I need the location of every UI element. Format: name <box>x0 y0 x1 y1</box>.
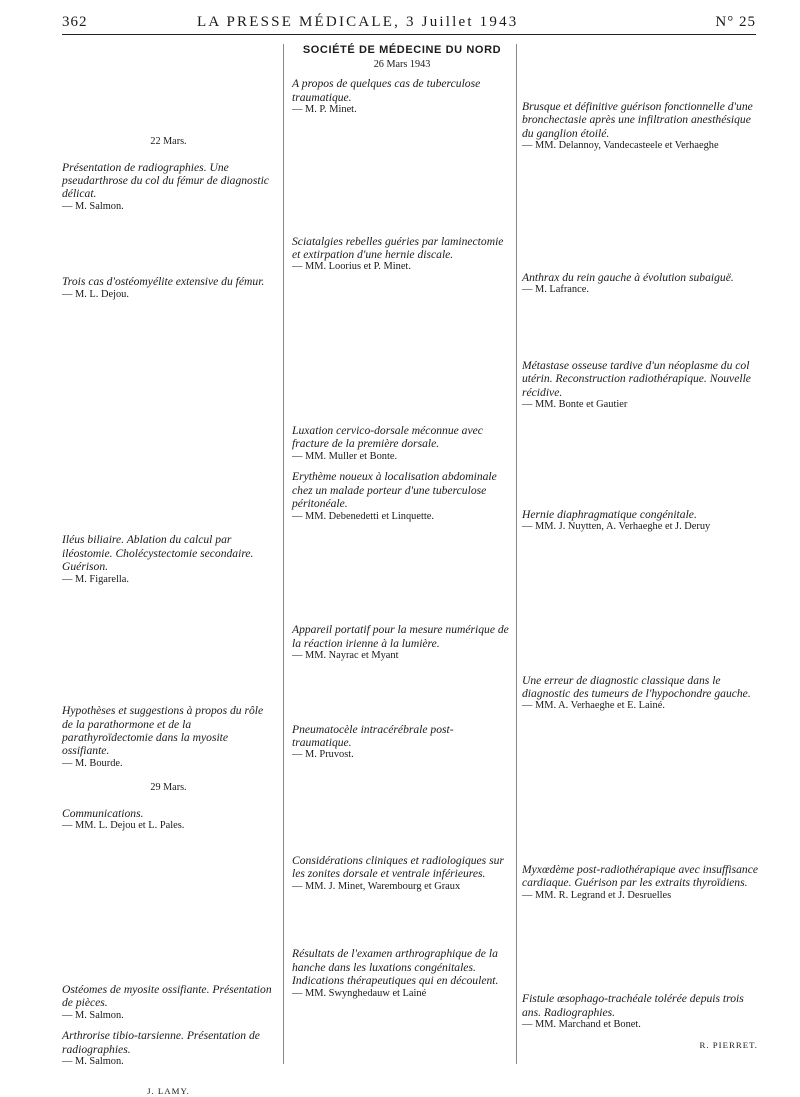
article-author: — MM. J. Nuytten, A. Verhaeghe et J. Deruy <box>522 521 711 533</box>
society-heading: SOCIÉTÉ DE MÉDECINE DU NORD <box>302 44 502 56</box>
article-author: — M. L. Dejou. <box>62 288 129 300</box>
article-title: Présentation de radiographies. Une pseudarthrose du col du fémur de diagnostic délicat. <box>62 160 269 201</box>
article-title: Hernie diaphragmatique congénitale. <box>522 507 697 521</box>
article-title: Brusque et définitive guérison fonctionnelle d'une bronchectasie après une infiltration anesthésique du ganglion étoilé. <box>522 100 753 140</box>
page-number: 362 <box>62 14 88 30</box>
article-author: — MM. Loorius et P. Minet. <box>292 261 411 273</box>
article-author: — MM. Muller et Bonte. <box>292 450 398 462</box>
article-title: Myxœdème post-radiothérapique avec insuffisance cardiaque. Guérison par les extraits thyroïdiens. <box>522 863 759 890</box>
article-author: — M. Salmon. <box>62 1009 124 1021</box>
column-1 <box>62 44 275 1097</box>
article-author: — M. Salmon. <box>62 1056 124 1068</box>
article-author: — MM. L. Dejou et L. Pales. <box>62 820 185 832</box>
page-header <box>62 12 756 34</box>
article-author: — M. P. Minet. <box>292 104 357 115</box>
article-author: — MM. Marchand et Bonet. <box>522 1019 641 1031</box>
article-author: — M. Salmon. <box>62 200 124 212</box>
article-author: — MM. Delannoy, Vandecasteele et Verhaeghe <box>522 140 719 152</box>
article-author: — M. Figarella. <box>62 573 129 585</box>
article-title: Trois cas d'ostéomyélite extensive du fémur. <box>62 275 265 289</box>
article-title: Considérations cliniques et radiologiques sur les zonites dorsale et ventrale inférieures. <box>292 854 504 881</box>
article-title: Une erreur de diagnostic classique dans le diagnostic des tumeurs de l'hypochondre gauche. <box>522 673 751 701</box>
article-title: Ostéomes de myosite ossifiante. Présentation de pièces. <box>62 983 272 1010</box>
article-author: — MM. A. Verhaeghe et E. Lainé. <box>522 700 665 712</box>
article-author: — M. Pruvost. <box>292 749 354 761</box>
article-author: — MM. Bonte et Gautier <box>522 399 628 411</box>
column-divider <box>516 44 517 1064</box>
article-author: — MM. Nayrac et Myant <box>292 650 399 662</box>
section-date: 22 Mars. <box>150 136 187 147</box>
article-author: — MM. Debenedetti et Linquette. <box>292 510 434 522</box>
article-author: — MM. J. Minet, Warembourg et Graux <box>292 880 461 892</box>
article-title: A propos de quelques cas de tuberculose traumatique. <box>292 77 481 104</box>
signature: J. LAMY. <box>147 1085 190 1096</box>
article-title: Appareil portatif pour la mesure numérique de la réaction irienne à la lumière. <box>292 623 509 650</box>
article-title: Fistule œsophago-trachéale tolérée depuis trois ans. Radiographies. <box>522 992 744 1019</box>
article-title: Communications. <box>62 807 144 821</box>
article-title: Résultats de l'examen arthrographique de la hanche dans les luxations congénitales. Indications thérapeutiques qui en découlent. <box>292 947 499 988</box>
article-title: Arthrorise tibio-tarsienne. Présentation de radiographies. <box>62 1029 260 1056</box>
article-title: Sciatalgies rebelles guéries par laminectomie et extirpation d'une hernie discale. <box>292 234 504 261</box>
article-author: — MM. R. Legrand et J. Desruelles <box>522 889 672 901</box>
issue-number: N° 25 <box>715 14 756 30</box>
article-title: Luxation cervico-dorsale méconnue avec fracture de la première dorsale. <box>292 424 483 451</box>
article-title: Erythème noueux à localisation abdominale chez un malade porteur d'une tuberculose péritonéale. <box>292 470 497 511</box>
article-author: — M. Lafrance. <box>522 284 589 296</box>
section-date: 29 Mars. <box>150 782 187 794</box>
article-author: — M. Bourde. <box>62 757 123 769</box>
article-title: Anthrax du rein gauche à évolution subaiguë. <box>522 270 734 284</box>
article-title: Hypothèses et suggestions à propos du rôle de la parathormone et de la parathyroïdectomie dans la myosite ossifiante. <box>62 704 264 758</box>
session-date: 26 Mars 1943 <box>373 58 431 70</box>
article-title: Iléus biliaire. Ablation du calcul par iléostomie. Cholécystectomie secondaire. Guérison. <box>62 533 254 574</box>
header-rule <box>62 34 756 35</box>
article-title: Métastase osseuse tardive d'un néoplasme du col utérin. Reconstruction radiothérapique. Nouvelle récidive. <box>522 358 751 399</box>
signature: R. PIERRET. <box>699 1039 758 1050</box>
journal-title: LA PRESSE MÉDICALE, 3 Juillet 1943 <box>197 14 519 30</box>
column-3 <box>522 44 758 1051</box>
article-author: — MM. Swynghedauw et Lainé <box>292 987 427 999</box>
column-2 <box>292 44 512 1007</box>
column-divider <box>283 44 284 1064</box>
article-title: Pneumatocèle intracérébrale post-traumatique. <box>292 722 454 750</box>
